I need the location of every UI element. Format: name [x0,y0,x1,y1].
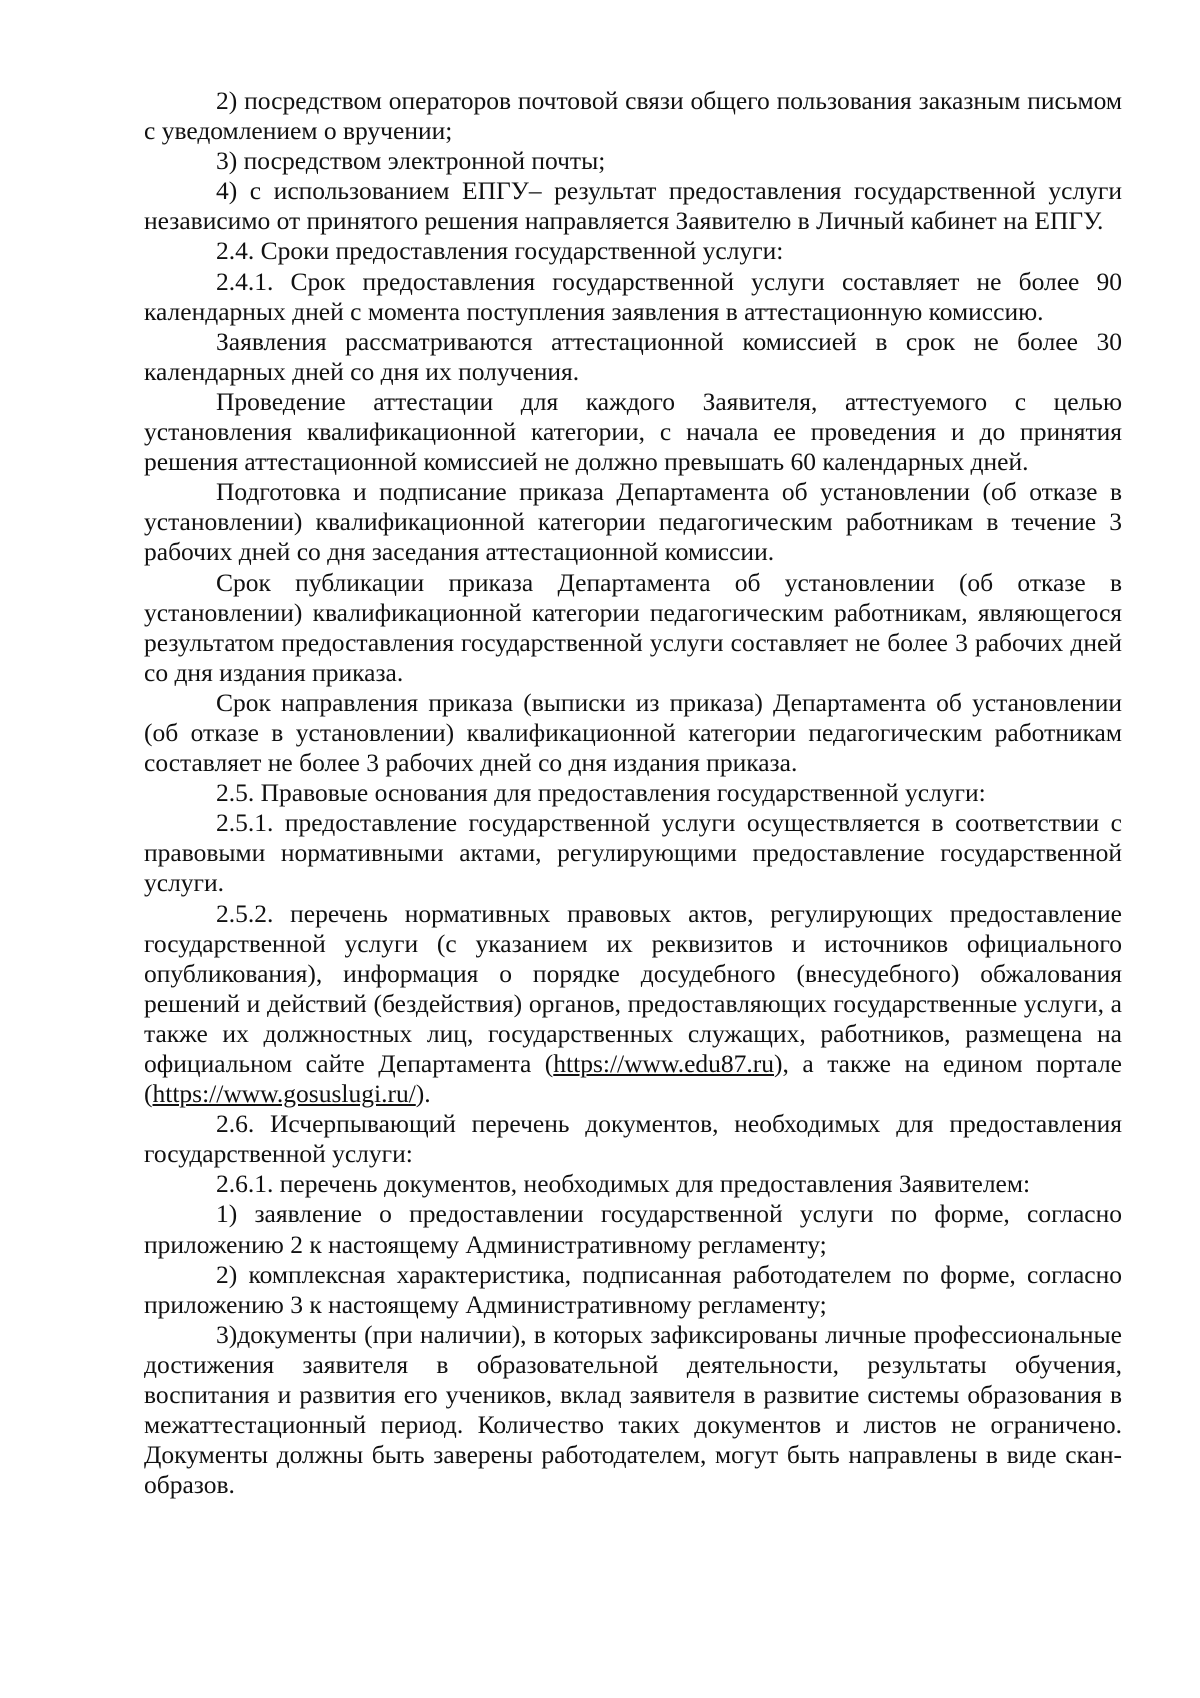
paragraph-epgu-delivery: 4) с использованием ЕПГУ– результат предоставления государственной услуги независимо от принятого решения направляется Заявителю в Личный кабинет на ЕПГУ. [144,176,1122,236]
edu87-link[interactable]: https://www.edu87.ru [553,1049,775,1078]
gosuslugi-link[interactable]: https://www.gosuslugi.ru/ [152,1079,416,1109]
paragraph-2-5-2-text-before: 2.5.2. перечень нормативных правовых актов, регулирующих предоставление государственной услуги (с указанием их реквизитов и источников официального опубликования), информация о порядке досудебного (внесудебного) обжалования решений и действий (бездействия) органов, предоставляющих государственные услуги, а также их должностных лиц, государственных служащих, работников, размещена на официальном сайте Департамента ( [144,898,1122,1078]
paragraph-2-4-1: 2.4.1. Срок предоставления государственной услуги составляет не более 90 календарных дней с момента поступления заявления в аттестационную комиссию. [144,266,1122,326]
list-item-achievement-documents: 3)документы (при наличии), в которых зафиксированы личные профессиональные достижения заявителя в образовательной деятельности, результаты обучения, воспитания и развития его учеников, вклад заявителя в развитие системы образования в межаттестационный период. Количество таких документов и листов не ограничено. Документы должны быть заверены работодателем, могут быть направлены в виде скан-образов. [144,1319,1122,1500]
section-2-4-heading: 2.4. Сроки предоставления государственной услуги: [216,236,784,266]
paragraph-order-preparation: Подготовка и подписание приказа Департамента об установлении (об отказе в установлении) квалификационной категории педагогическим работникам в течение 3 рабочих дней со дня заседания аттестационной комиссии. [144,477,1122,567]
list-item-application-form: 1) заявление о предоставлении государственной услуги по форме, согласно приложению 2 к настоящему Административному регламенту; [144,1199,1122,1259]
paragraph-postal-delivery: 2) посредством операторов почтовой связи общего пользования заказным письмом с уведомлением о вручении; [144,86,1122,146]
paragraph-2-5-1: 2.5.1. предоставление государственной услуги осуществляется в соответствии с правовыми нормативными актами, регулирующими предоставление государственной услуги. [144,808,1122,898]
paragraph-order-sending: Срок направления приказа (выписки из приказа) Департамента об установлении (об отказе в установлении) квалификационной категории педагогическим работникам составляет не более 3 рабочих дней со дня издания приказа. [144,687,1122,778]
paragraph-email-delivery: 3) посредством электронной почты; [216,146,606,176]
paragraph-2-5-2 [144,899,1122,1110]
paragraph-order-publication: Срок публикации приказа Департамента об установлении (об отказе в установлении) квалификационной категории педагогическим работникам, являющегося результатом предоставления государственной услуги составляет не более 3 рабочих дней со дня издания приказа. [144,567,1122,687]
paragraph-attestation-duration: Проведение аттестации для каждого Заявителя, аттестуемого с целью установления квалификационной категории, с начала ее проведения и до принятия решения аттестационной комиссией не должно превышать 60 календарных дней. [144,386,1122,477]
section-2-5-heading: 2.5. Правовые основания для предоставления государственной услуги: [216,778,986,808]
paragraph-applications-review: Заявления рассматриваются аттестационной комиссией в срок не более 30 календарных дней со дня их получения. [144,326,1122,386]
paragraph-2-5-2-text-middle: ), а также на едином портале ( [144,1049,1122,1109]
paragraph-2-6-1: 2.6.1. перечень документов, необходимых для предоставления Заявителем: [216,1169,1031,1199]
section-2-6-heading: 2.6. Исчерпывающий перечень документов, необходимых для предоставления государственной услуги: [144,1109,1122,1169]
list-item-characteristic: 2) комплексная характеристика, подписанная работодателем по форме, согласно приложению 3 к настоящему Административному регламенту; [144,1259,1122,1319]
paragraph-2-5-2-text-after: ). [415,1079,431,1109]
document-page [144,86,1122,1500]
